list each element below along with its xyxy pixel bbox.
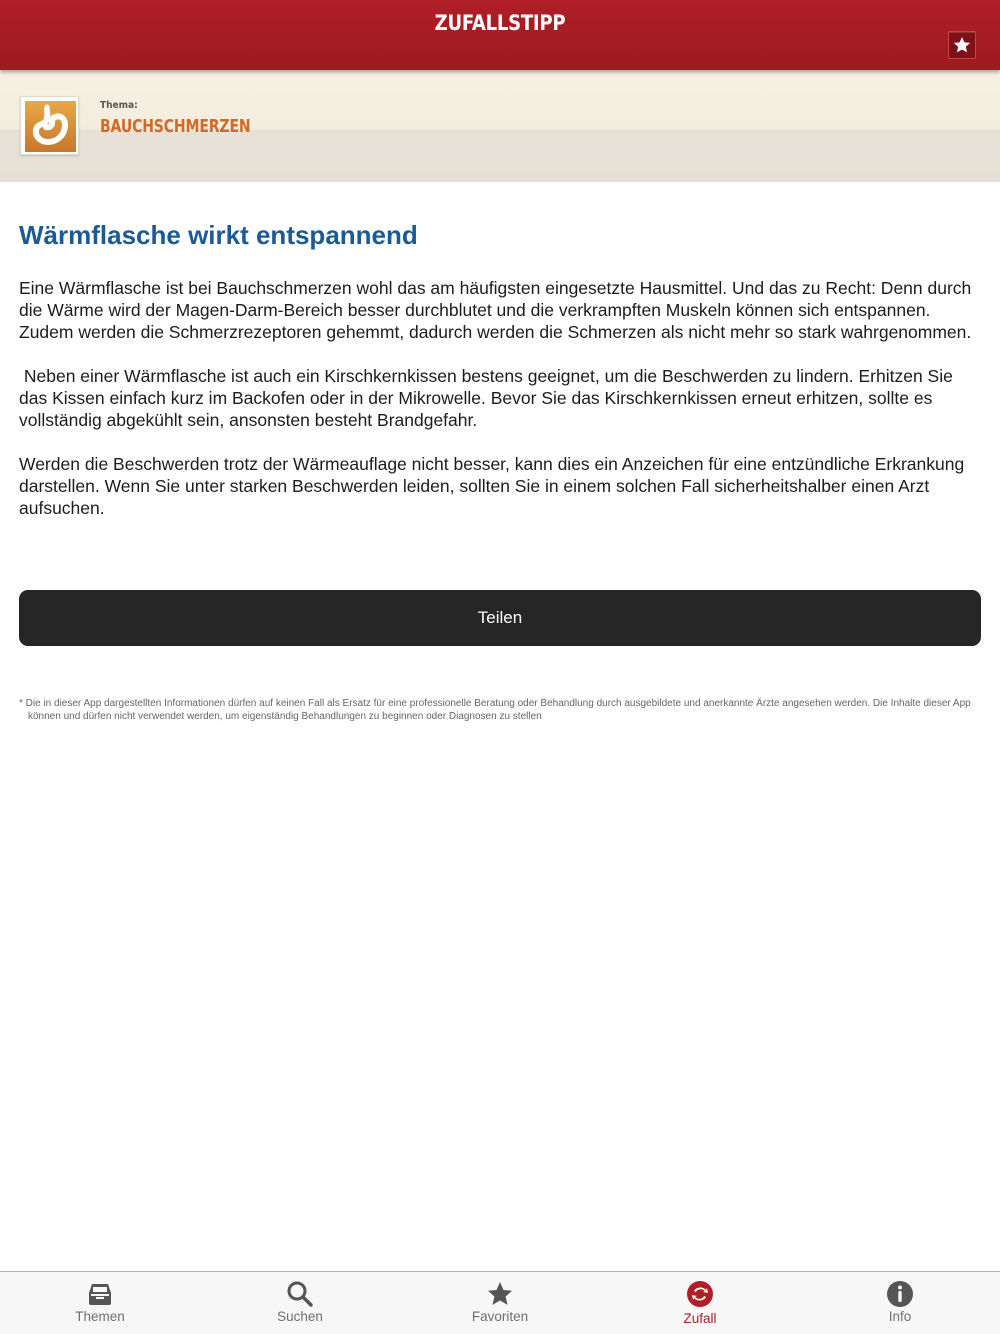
navigation-bar xyxy=(0,0,1000,70)
search-icon xyxy=(286,1280,314,1308)
tab-label: Suchen xyxy=(277,1309,323,1324)
stomach-icon xyxy=(25,101,76,152)
topic-name: BAUCHSCHMERZEN xyxy=(100,116,251,137)
info-icon xyxy=(886,1280,914,1308)
tab-label: Favoriten xyxy=(471,1309,529,1324)
tab-label: Zufall xyxy=(683,1311,717,1326)
tab-info[interactable] xyxy=(800,1272,1000,1334)
disclaimer-text: * Die in dieser App dargestellten Informationen dürfen auf keinen Fall als Ersatz für eine professionelle Beratung oder Behandlung durch ausgebildete und anerkannte Ärzte angesehen werden. Die Inhalte dieser App können und dürfen nicht verwendet werden, um eigenständig Behandlungen zu beginnen oder Diagnosen zu stellen xyxy=(19,698,971,722)
tip-paragraph: Eine Wärmflasche ist bei Bauchschmerzen wohl das am häufigsten eingesetzte Hausmittel. Und das zu Recht: Denn durch die Wärme wird der Magen-Darm-Bereich besser durchblutet und die verkrampften Muskeln können sich entspannen. Zudem werden die Schmerzrezeptoren gehemmt, dadurch werden die Schmerzen als nicht mehr so stark wahrgenommen. xyxy=(19,278,972,342)
tab-bar xyxy=(0,1271,1000,1334)
star-icon xyxy=(952,35,972,55)
share-button[interactable]: Teilen xyxy=(19,590,981,646)
tab-themen[interactable] xyxy=(0,1272,200,1334)
tip-paragraph: Neben einer Wärmflasche ist auch ein Kirschkernkissen bestens geeignet, um die Beschwerden zu lindern. Erhitzen Sie das Kissen einfach kurz im Backofen oder in der Mikrowelle. Bevor Sie das Kirschkernkissen erneut erhitzen, sollte es vollständig abgekühlt sein, ansonsten besteht Brandgefahr. xyxy=(19,366,958,430)
tab-label: Info xyxy=(888,1309,912,1324)
topic-label: Thema: xyxy=(100,100,138,111)
archive-box-icon xyxy=(86,1280,114,1308)
star-icon xyxy=(486,1280,514,1308)
tab-label: Themen xyxy=(75,1309,125,1324)
shuffle-icon xyxy=(686,1280,714,1308)
page-title: ZUFALLSTIPP xyxy=(434,11,566,35)
tab-favoriten[interactable] xyxy=(400,1272,600,1334)
tip-paragraph: Werden die Beschwerden trotz der Wärmeauflage nicht besser, kann dies ein Anzeichen für eine entzündliche Erkrankung darstellen. Wenn Sie unter starken Beschwerden leiden, sollten Sie in einem solchen Fall sicherheitshalber einen Arzt aufsuchen. xyxy=(19,454,965,518)
tab-zufall[interactable] xyxy=(600,1272,800,1334)
favorite-button[interactable] xyxy=(948,31,976,59)
tab-suchen[interactable] xyxy=(200,1272,400,1334)
tip-body xyxy=(19,277,981,541)
topic-thumbnail xyxy=(20,96,79,155)
tip-title: Wärmflasche wirkt entspannend xyxy=(19,220,418,250)
